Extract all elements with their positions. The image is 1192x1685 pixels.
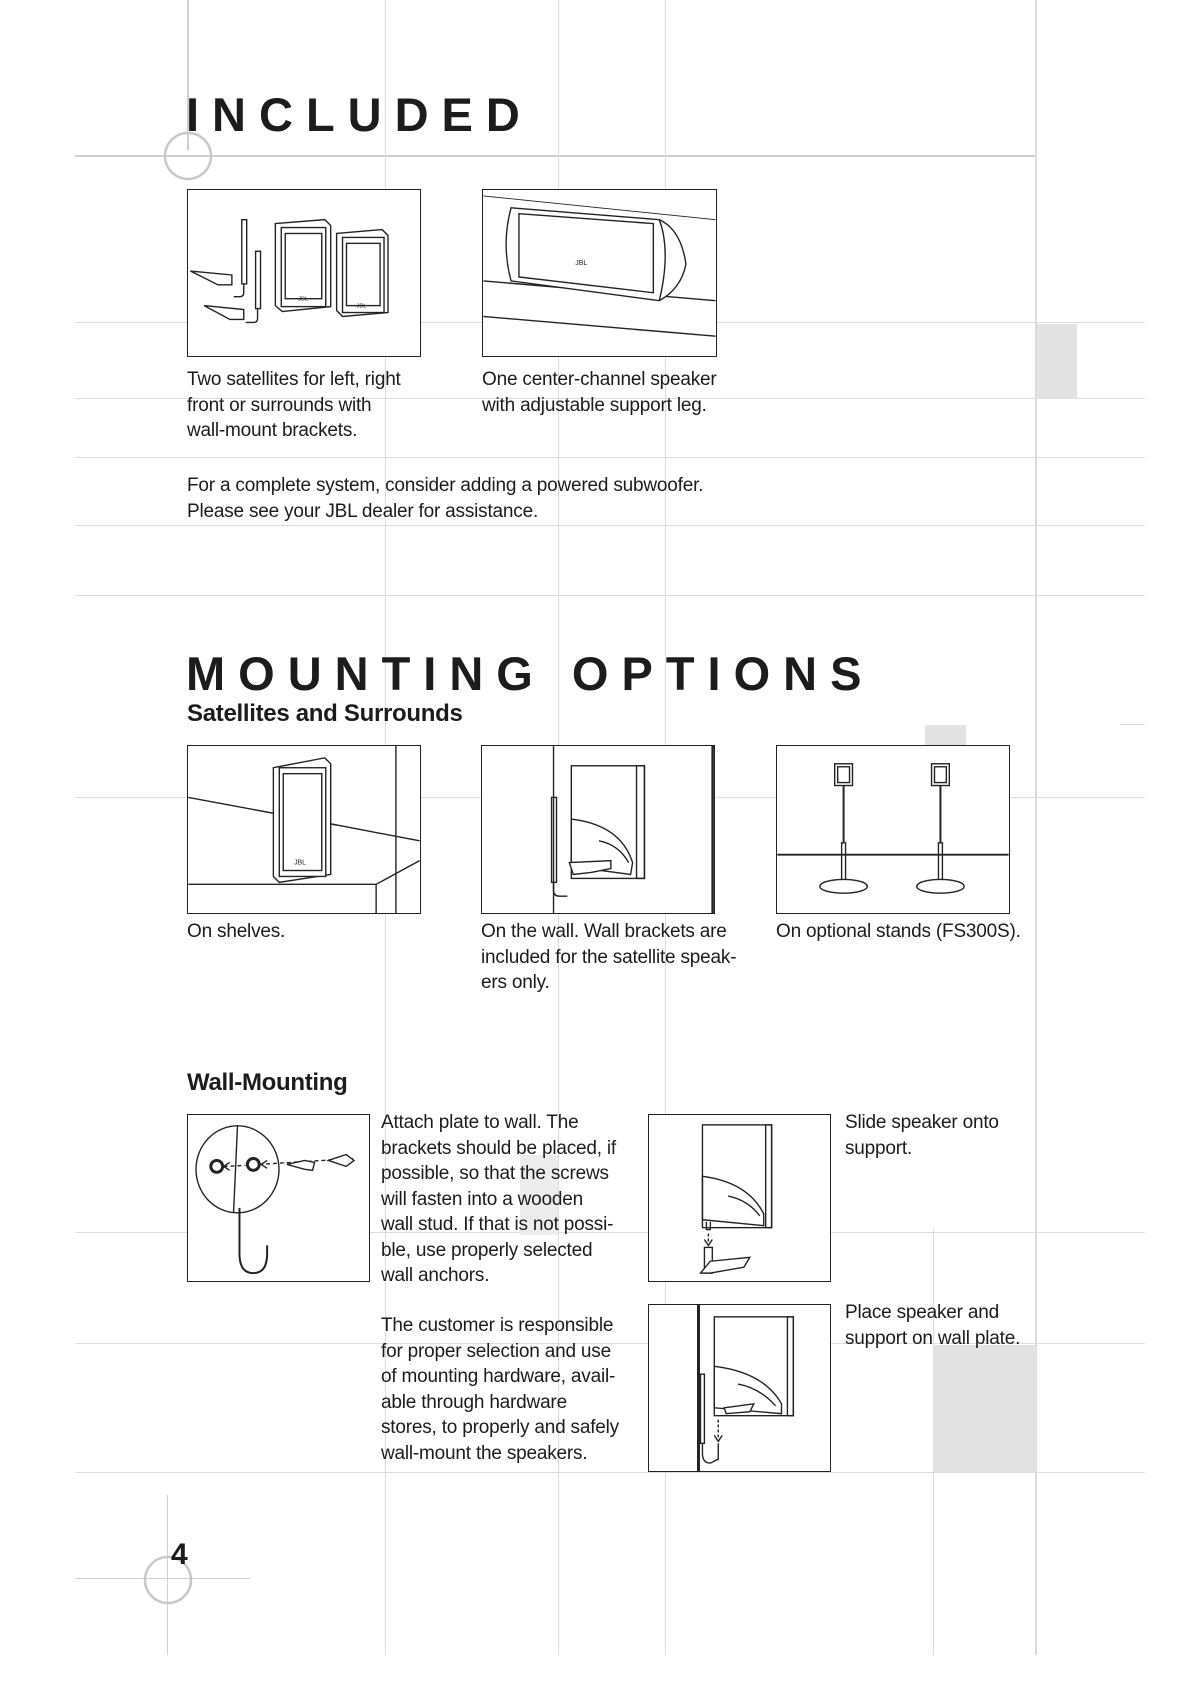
grid-line (75, 525, 1145, 526)
grid-line (75, 1472, 1145, 1473)
wall-plate-screws-illustration (187, 1114, 370, 1282)
mounting-options-title: MOUNTING OPTIONS (186, 647, 875, 700)
center-channel-speaker-illustration (482, 189, 717, 357)
included-title: INCLUDED (186, 88, 533, 141)
wall-mount-illustration (481, 745, 715, 914)
slide-speaker-caption: Slide speaker onto support. (845, 1112, 999, 1159)
grid-line (75, 155, 1037, 157)
stands-caption: On optional stands (FS300S). (776, 921, 1021, 942)
place-speaker-on-plate-illustration (648, 1304, 831, 1472)
satellites-with-brackets-illustration (187, 189, 421, 357)
slide-speaker-onto-support-illustration (648, 1114, 831, 1282)
page-number: 4 (171, 1538, 188, 1571)
place-speaker-caption: Place speaker and support on wall plate. (845, 1302, 1021, 1349)
grid-line (75, 595, 1145, 596)
satellites-surrounds-heading: Satellites and Surrounds (187, 700, 463, 727)
wall-mounting-heading: Wall-Mounting (187, 1069, 348, 1096)
hardware-responsibility-note: The customer is responsible for proper selection and use of mounting hardware, avail- able through hardware stores, to properly and safely wall-mount the speakers. (381, 1315, 619, 1464)
subwoofer-note: For a complete system, consider adding a powered subwoofer. Please see your JBL dealer for assistance. (187, 475, 704, 522)
brand-logo-text: JBL (356, 303, 367, 310)
grid-line (1120, 724, 1145, 725)
shelf-mount-illustration (187, 745, 421, 914)
wall-caption: On the wall. Wall brackets are included for the satellite speak- ers only. (481, 921, 737, 993)
satellites-caption: Two satellites for left, right front or surrounds with wall-mount brackets. (187, 369, 401, 441)
attach-plate-instructions: Attach plate to wall. The brackets should be placed, if possible, so that the screws will fasten into a wooden wall stud. If that is not possi- ble, use properly selected wall anchors. (381, 1112, 617, 1286)
grey-accent-block (925, 725, 966, 747)
brand-logo-text: JBL (298, 296, 309, 303)
grey-accent-block (933, 1345, 1036, 1472)
shelves-caption: On shelves. (187, 921, 286, 942)
grey-accent-block (1037, 324, 1077, 399)
brand-logo-text: JBL (575, 260, 588, 268)
center-speaker-caption: One center-channel speaker with adjustable support leg. (482, 369, 717, 416)
grid-line (75, 457, 1145, 458)
floor-stand-illustration (776, 745, 1010, 914)
brand-logo-text: JBL (294, 859, 307, 867)
